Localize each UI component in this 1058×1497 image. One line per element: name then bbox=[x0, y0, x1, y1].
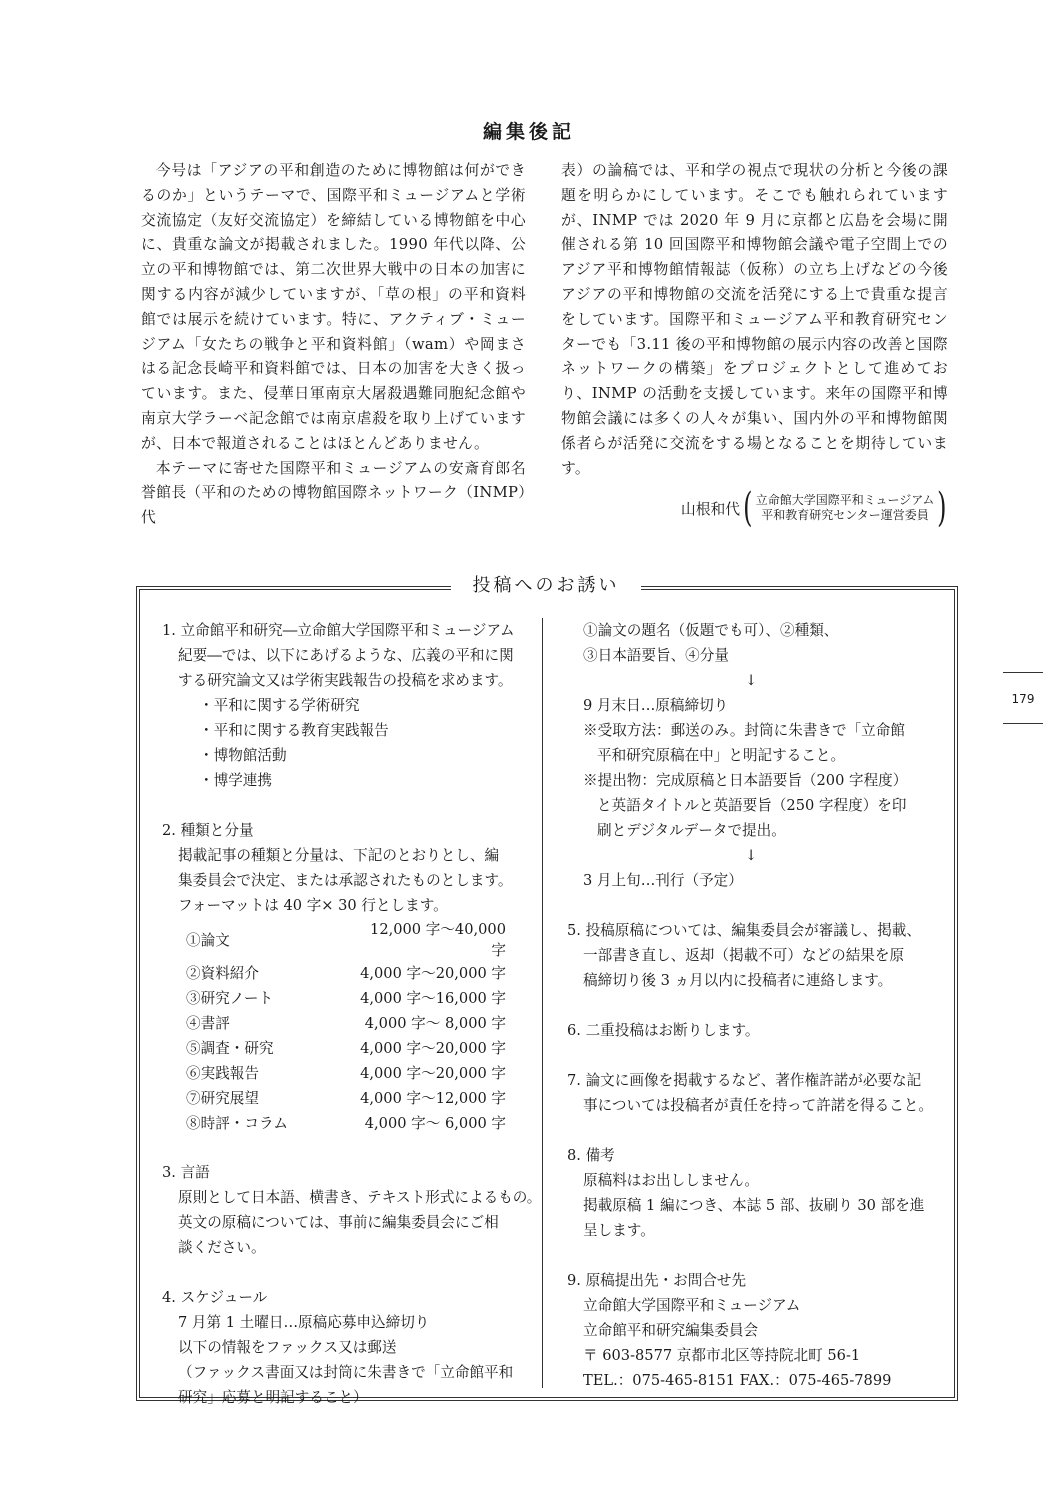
type-cell: ⑦研究展望 bbox=[186, 1090, 259, 1107]
length-cell: 4,000 字～20,000 字 bbox=[360, 1040, 506, 1057]
editorial-right-column bbox=[561, 159, 948, 481]
length-cell: 4,000 字～16,000 字 bbox=[360, 990, 506, 1007]
section-line: 掲載原稿 1 編につき、本誌 5 部、抜刷り 30 部を進 bbox=[583, 1197, 925, 1214]
section-heading: 7. 論文に画像を掲載するなど、著作権許諾が必要な記 bbox=[567, 1072, 922, 1089]
section-line: 刷とデジタルデータで提出。 bbox=[597, 822, 786, 839]
section-line: ①論文の題名（仮題でも可）、②種類、 bbox=[583, 622, 839, 639]
section-line: 事については投稿者が責任を持って許諾を得ること。 bbox=[583, 1097, 933, 1114]
section-line: TEL.：075-465-8151 FAX.：075-465-7899 bbox=[583, 1372, 892, 1389]
table-row bbox=[186, 1010, 506, 1035]
open-paren-glyph: ( bbox=[743, 485, 753, 531]
section-line: 9 月末日…原稿締切り bbox=[583, 697, 729, 714]
table-row bbox=[186, 1110, 506, 1135]
section-line: 立命館大学国際平和ミュージアム bbox=[583, 1297, 801, 1314]
section-line: 稿締切り後 3 ヵ月以内に投稿者に連絡します。 bbox=[583, 972, 893, 989]
section-line: 原稿料はお出ししません。 bbox=[583, 1172, 760, 1189]
section-line: ③日本語要旨、④分量 bbox=[583, 647, 729, 664]
editorial-title: 編集後記 bbox=[482, 121, 575, 143]
type-cell: ③研究ノート bbox=[186, 990, 274, 1007]
section-line: 掲載記事の種類と分量は、下記のとおりとし、編 bbox=[178, 847, 500, 864]
article-type-table bbox=[186, 918, 506, 1135]
type-cell: ⑧時評・コラム bbox=[186, 1115, 289, 1132]
submission-left-column bbox=[162, 618, 542, 1410]
section-heading: 2. 種類と分量 bbox=[162, 822, 254, 839]
section-heading: 5. 投稿原稿については、編集委員会が審議し、掲載、 bbox=[567, 922, 921, 939]
table-row bbox=[186, 1060, 506, 1085]
section-line: 立命館平和研究編集委員会 bbox=[583, 1322, 759, 1339]
submission-right-column bbox=[567, 618, 947, 1393]
author-name: 山根和代 bbox=[680, 500, 741, 518]
section-line: 原則として日本語、横書き、テキスト形式によるもの。 bbox=[178, 1189, 542, 1206]
editorial-signature bbox=[680, 485, 950, 531]
editorial-paragraph: 今号は「アジアの平和創造のために博物館は何ができるのか」というテーマで、国際平和ミュージアムと学術交流協定（友好交流協定）を締結している博物館を中心に、貴重な論文が掲載されました。1990 年代以降、公立の平和博物館では、第二次世界大戦中の日本の加害に関する内容が減少していますが、「草の根」の平和資料館では展示を続けています。特に、アクティブ・ミュージアム「女たちの戦争と平和資料館」（wam）や岡まさはる記念長崎平和資料館では、日本の加害を大きく扱っています。また、侵華日軍南京大屠殺遇難同胞紀念館や南京大学ラーベ記念館では南京虐殺を取り上げていますが、日本で報道されることはほとんどありません。 bbox=[141, 162, 526, 452]
table-row bbox=[186, 985, 506, 1010]
section-line: 呈します。 bbox=[583, 1222, 655, 1239]
length-cell: 4,000 字～12,000 字 bbox=[360, 1090, 506, 1107]
table-row bbox=[186, 1035, 506, 1060]
page-number: 179 bbox=[1003, 672, 1043, 724]
type-cell: ④書評 bbox=[186, 1015, 230, 1032]
length-cell: 4,000 字～ 6,000 字 bbox=[364, 1115, 506, 1132]
section-heading: 4. スケジュール bbox=[162, 1289, 268, 1306]
close-paren-glyph: ) bbox=[937, 485, 947, 531]
section-line: 英文の原稿については、事前に編集委員会にご相 bbox=[178, 1214, 499, 1231]
length-cell: 12,000 字～40,000 字 bbox=[370, 921, 506, 959]
table-row bbox=[186, 1085, 506, 1110]
section-line: 以下の情報をファックス又は郵送 bbox=[178, 1339, 397, 1356]
length-cell: 4,000 字～20,000 字 bbox=[360, 1065, 506, 1082]
section-line: と英語タイトルと英語要旨（250 字程度）を印 bbox=[597, 797, 907, 814]
affiliation-line: 立命館大学国際平和ミュージアム bbox=[755, 493, 935, 507]
table-row bbox=[186, 960, 506, 985]
editorial-paragraph: 表）の論稿では、平和学の視点で現状の分析と今後の課題を明らかにしています。そこでも触れられていますが、INMP では 2020 年 9 月に京都と広島を会場に開催される第 10 回国際平和博物館会議や電子空間上でのアジア平和博物館情報誌（仮称）の立ち上げなどの今後アジアの平和博物館の交流を活発にする上で貴重な提言をしています。国際平和ミュージアム平和教育研究センターでも「3.11 後の平和博物館の展示内容の改善と国際ネットワークの構築」をプロジェクトとして進めており、INMP の活動を支援しています。来年の国際平和博物館会議には多くの人々が集い、国内外の平和博物館関係者らが活発に交流をする場となることを期待しています。 bbox=[561, 162, 948, 477]
section-line: 紀要―では、以下にあげるような、広義の平和に関 bbox=[178, 647, 514, 664]
length-cell: 4,000 字～ 8,000 字 bbox=[364, 1015, 506, 1032]
type-cell: ⑥実践報告 bbox=[186, 1065, 259, 1082]
section-line: ※受取方法：郵送のみ。封筒に朱書きで「立命館 bbox=[583, 722, 905, 739]
author-affiliation bbox=[756, 493, 935, 523]
section-line: 一部書き直し、返却（掲載不可）などの結果を原 bbox=[583, 947, 905, 964]
section-heading: 9. 原稿提出先・お問合せ先 bbox=[567, 1272, 747, 1289]
section-line: 集委員会で決定、または承認されたものとします。 bbox=[178, 872, 513, 889]
column-divider bbox=[542, 618, 543, 1388]
list-item: ・博学連携 bbox=[199, 772, 272, 789]
affiliation-line: 平和教育研究センター運営委員 bbox=[761, 508, 929, 522]
section-line: 談ください。 bbox=[178, 1239, 266, 1256]
list-item: ・平和に関する学術研究 bbox=[199, 697, 360, 714]
list-item: ・平和に関する教育実践報告 bbox=[199, 722, 389, 739]
section-line: する研究論文又は学術実践報告の投稿を求めます。 bbox=[178, 672, 513, 689]
list-item: ・博物館活動 bbox=[199, 747, 287, 764]
length-cell: 4,000 字～20,000 字 bbox=[360, 965, 506, 982]
section-line: 平和研究原稿在中」と明記すること。 bbox=[597, 747, 846, 764]
section-line: ※提出物：完成原稿と日本語要旨（200 字程度） bbox=[583, 772, 908, 789]
section-heading: 6. 二重投稿はお断りします。 bbox=[567, 1022, 760, 1039]
section-line: フォーマットは 40 字× 30 行とします。 bbox=[178, 897, 448, 914]
editorial-left-column bbox=[141, 159, 526, 531]
section-line: 〒 603-8577 京都市北区等持院北町 56-1 bbox=[583, 1347, 861, 1364]
type-cell: ①論文 bbox=[186, 931, 230, 949]
down-arrow-icon: ↓ bbox=[745, 847, 758, 864]
type-cell: ⑤調査・研究 bbox=[186, 1040, 274, 1057]
table-row bbox=[186, 918, 506, 960]
submission-title: 投稿へのお誘い bbox=[451, 573, 641, 599]
type-cell: ②資料紹介 bbox=[186, 965, 259, 982]
section-heading: 3. 言語 bbox=[162, 1164, 210, 1181]
editorial-paragraph: 本テーマに寄せた国際平和ミュージアムの安斎育郎名誉館長（平和のための博物館国際ネットワーク（INMP）代 bbox=[141, 459, 526, 527]
section-line: 7 月第 1 土曜日…原稿応募申込締切り bbox=[178, 1314, 430, 1331]
section-line: 3 月上旬…刊行（予定） bbox=[583, 872, 743, 889]
section-heading: 8. 備考 bbox=[567, 1147, 615, 1164]
down-arrow-icon: ↓ bbox=[745, 672, 758, 689]
section-line: 研究」応募と明記すること） bbox=[178, 1389, 368, 1406]
section-line: （ファックス書面又は封筒に朱書きで「立命館平和 bbox=[178, 1364, 514, 1381]
section-heading: 1. 立命館平和研究―立命館大学国際平和ミュージアム bbox=[162, 622, 515, 639]
